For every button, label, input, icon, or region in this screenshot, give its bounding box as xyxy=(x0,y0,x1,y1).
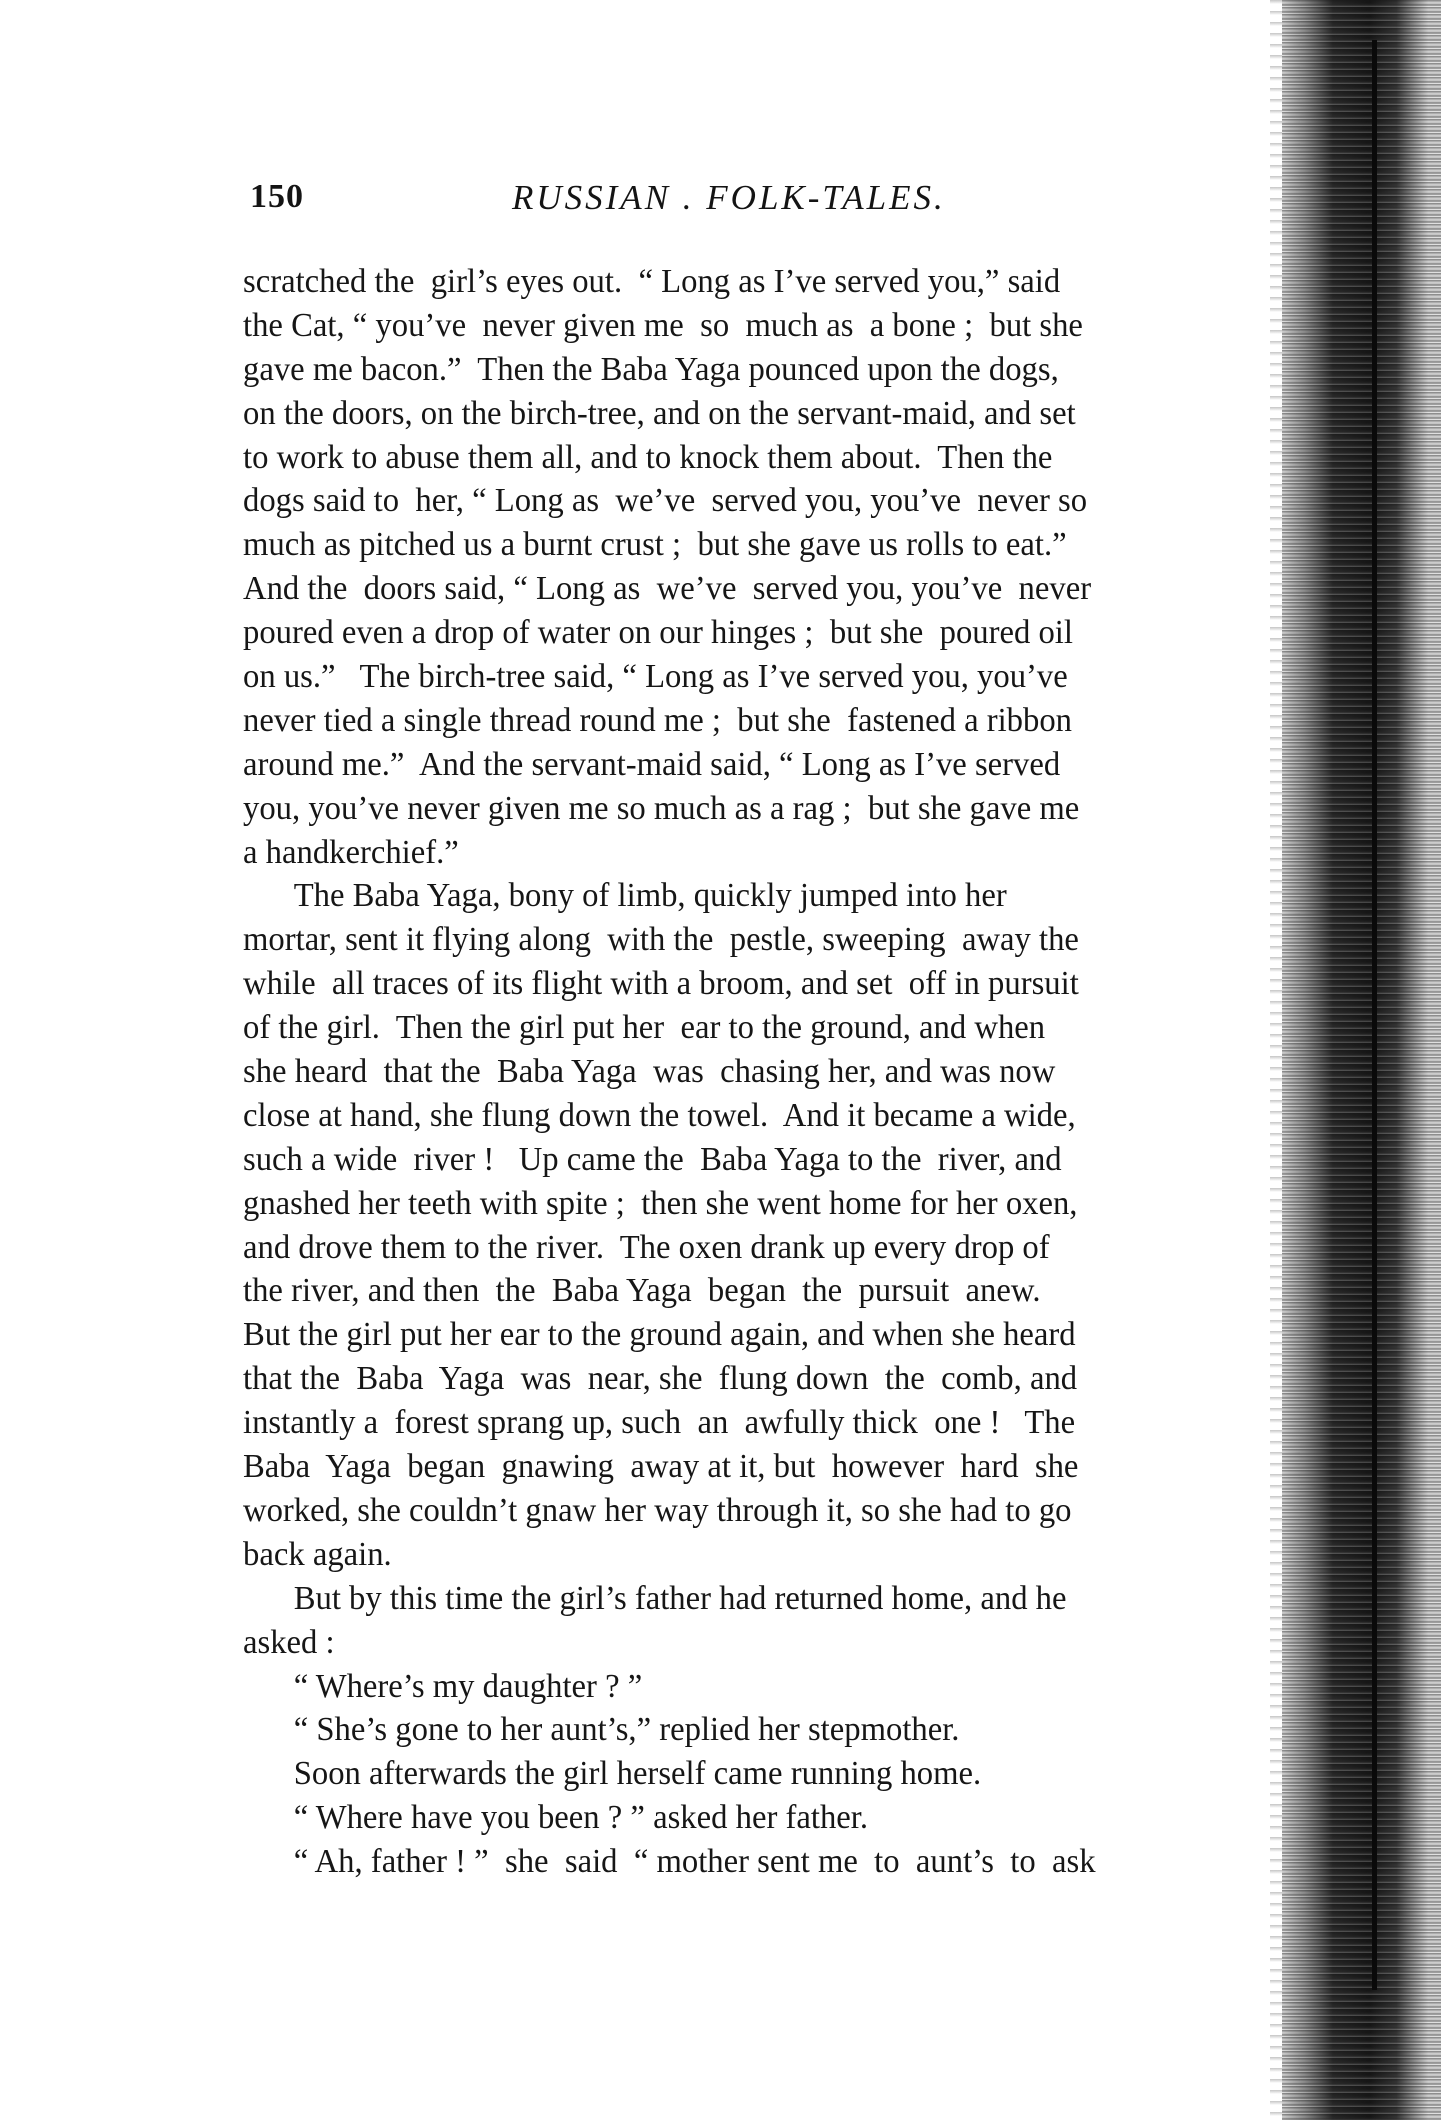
text-line: the Cat, “ you’ve never given me so much as a bone ; but she xyxy=(243,306,1083,344)
text-line: never tied a single thread round me ; but she fastened a ribbon xyxy=(243,701,1073,739)
text-line: But the girl put her ear to the ground again, and when she heard xyxy=(243,1316,1076,1354)
text-line: worked, she couldn’t gnaw her way through it, so she had to go xyxy=(243,1491,1072,1529)
text-line: asked : xyxy=(243,1623,335,1661)
text-line: to work to abuse them all, and to knock them about. Then the xyxy=(243,438,1053,476)
page-number: 150 xyxy=(250,178,304,215)
dialogue-line: “ Where’s my daughter ? ” xyxy=(293,1667,643,1705)
text-line: on the doors, on the birch-tree, and on the servant-maid, and set xyxy=(243,394,1076,432)
dialogue-line: “ She’s gone to her aunt’s,” replied her stepmother. xyxy=(293,1711,960,1749)
text-line: such a wide river ! Up came the Baba Yaga to the river, and xyxy=(243,1140,1062,1178)
paragraph-start-line: The Baba Yaga, bony of limb, quickly jumped into her xyxy=(293,877,1007,915)
text-line: a handkerchief.” xyxy=(243,833,459,871)
text-line: And the doors said, “ Long as we’ve served you, you’ve never xyxy=(243,570,1092,608)
running-title: RUSSIAN . FOLK-TALES. xyxy=(512,178,946,217)
scan-page-edge xyxy=(1282,0,1441,2120)
text-line: while all traces of its flight with a broom, and set off in pursuit xyxy=(243,965,1079,1003)
scan-edge-line xyxy=(1372,40,1377,1990)
text-line: much as pitched us a burnt crust ; but she gave us rolls to eat.” xyxy=(243,526,1067,564)
text-line: back again. xyxy=(243,1535,392,1573)
text-line: Baba Yaga began gnawing away at it, but however hard she xyxy=(243,1448,1079,1486)
text-line: of the girl. Then the girl put her ear to the ground, and when xyxy=(243,1009,1046,1047)
text-line: and drove them to the river. The oxen drank up every drop of xyxy=(243,1228,1050,1266)
text-line: instantly a forest sprang up, such an awfully thick one ! The xyxy=(243,1404,1076,1442)
dialogue-line: “ Where have you been ? ” asked her father. xyxy=(293,1799,869,1837)
text-line: the river, and then the Baba Yaga began the pursuit anew. xyxy=(243,1272,1041,1310)
paragraph-start-line: But by this time the girl’s father had returned home, and he xyxy=(293,1579,1067,1617)
text-line: that the Baba Yaga was near, she flung down the comb, and xyxy=(243,1360,1078,1398)
page-header xyxy=(250,178,1010,238)
text-line: close at hand, she flung down the towel. And it became a wide, xyxy=(243,1096,1076,1134)
text-line: poured even a drop of water on our hinges ; but she poured oil xyxy=(243,614,1073,652)
text-line: on us.” The birch-tree said, “ Long as I’ve served you, you’ve xyxy=(243,658,1068,696)
text-line: gnashed her teeth with spite ; then she went home for her oxen, xyxy=(243,1184,1078,1222)
text-line: scratched the girl’s eyes out. “ Long as I’ve served you,” said xyxy=(243,263,1061,300)
text-line: gave me bacon.” Then the Baba Yaga pounced upon the dogs, xyxy=(243,350,1059,388)
body-text xyxy=(243,260,1218,1884)
paragraph-start-line: Soon afterwards the girl herself came running home. xyxy=(293,1755,982,1793)
dialogue-line: “ Ah, father ! ” she said “ mother sent me to aunt’s to ask xyxy=(293,1843,1096,1881)
text-line: mortar, sent it flying along with the pestle, sweeping away the xyxy=(243,921,1079,959)
text-line: you, you’ve never given me so much as a rag ; but she gave me xyxy=(243,789,1080,827)
text-line: dogs said to her, “ Long as we’ve served you, you’ve never so xyxy=(243,482,1088,520)
text-line: she heard that the Baba Yaga was chasing her, and was now xyxy=(243,1053,1056,1091)
text-line: around me.” And the servant-maid said, “ Long as I’ve served xyxy=(243,745,1061,783)
